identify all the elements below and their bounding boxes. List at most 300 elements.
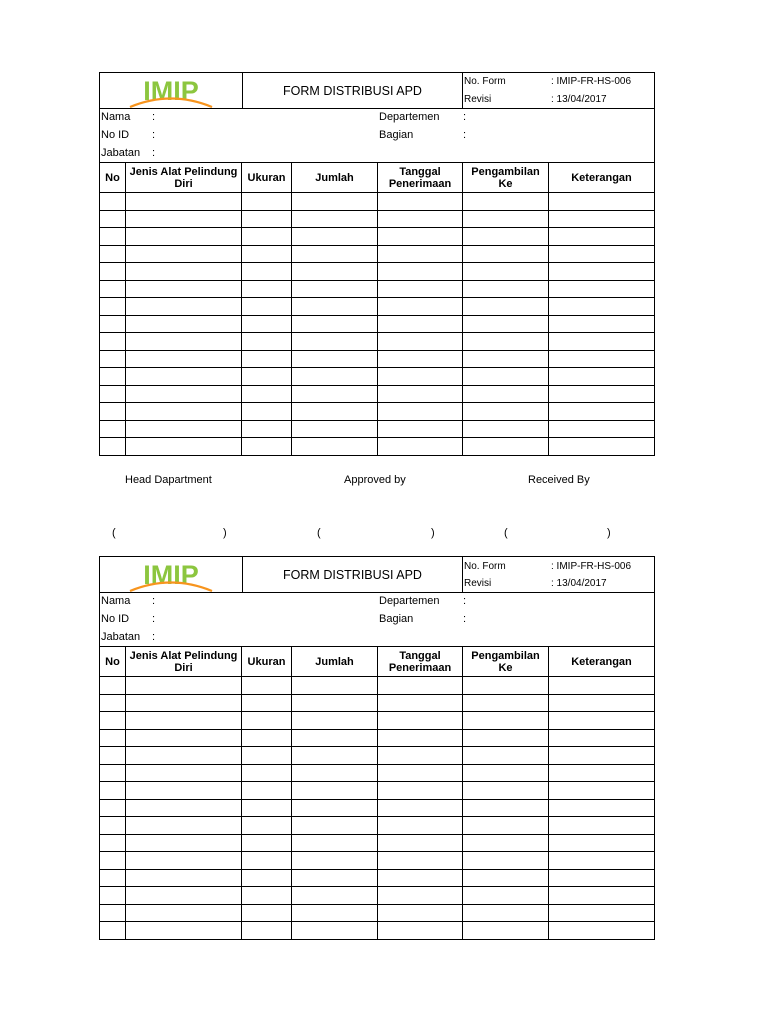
svg-text:IMIP: IMIP bbox=[143, 560, 199, 590]
table-row bbox=[100, 799, 655, 817]
table-cell[interactable] bbox=[292, 333, 378, 351]
table-cell[interactable] bbox=[292, 764, 378, 782]
table-cell[interactable] bbox=[100, 834, 126, 852]
table-cell[interactable] bbox=[100, 817, 126, 835]
col-jenis-apd: Jenis Alat Pelindung Diri bbox=[126, 163, 242, 193]
table-cell[interactable] bbox=[463, 852, 549, 870]
revisi-value: : 13/04/2017 bbox=[551, 577, 607, 589]
table-cell[interactable] bbox=[292, 712, 378, 730]
table-cell[interactable] bbox=[100, 887, 126, 905]
noid-label: No ID bbox=[101, 613, 130, 625]
table-cell[interactable] bbox=[378, 245, 463, 263]
table-cell[interactable] bbox=[463, 729, 549, 747]
table-cell[interactable] bbox=[126, 385, 242, 403]
bagian-label: Bagian bbox=[379, 129, 414, 141]
table-cell[interactable] bbox=[100, 333, 126, 351]
table-cell[interactable] bbox=[126, 764, 242, 782]
table-cell[interactable] bbox=[126, 368, 242, 386]
table-cell[interactable] bbox=[242, 298, 292, 316]
table-row bbox=[100, 193, 655, 211]
table-cell[interactable] bbox=[100, 922, 126, 940]
table-cell[interactable] bbox=[549, 677, 655, 695]
table-cell[interactable] bbox=[378, 817, 463, 835]
table-cell[interactable] bbox=[463, 368, 549, 386]
table-cell[interactable] bbox=[100, 403, 126, 421]
table-cell[interactable] bbox=[463, 834, 549, 852]
table-cell[interactable] bbox=[126, 420, 242, 438]
table-cell[interactable] bbox=[378, 403, 463, 421]
table-row bbox=[100, 245, 655, 263]
col-pengambilan: Pengambilan Ke bbox=[463, 647, 549, 677]
form-title: FORM DISTRIBUSI APD bbox=[243, 557, 463, 593]
table-cell[interactable] bbox=[378, 280, 463, 298]
col-ukuran: Ukuran bbox=[242, 163, 292, 193]
table-cell[interactable] bbox=[549, 245, 655, 263]
table-row bbox=[100, 764, 655, 782]
table-cell[interactable] bbox=[549, 694, 655, 712]
table-cell[interactable] bbox=[378, 904, 463, 922]
table-cell[interactable] bbox=[378, 333, 463, 351]
table-cell[interactable] bbox=[292, 922, 378, 940]
table-row bbox=[100, 747, 655, 765]
table-row bbox=[100, 420, 655, 438]
form-header bbox=[99, 72, 655, 109]
table-row bbox=[100, 869, 655, 887]
table-cell[interactable] bbox=[242, 764, 292, 782]
table-cell[interactable] bbox=[126, 852, 242, 870]
table-cell[interactable] bbox=[292, 315, 378, 333]
table-cell[interactable] bbox=[463, 210, 549, 228]
table-cell[interactable] bbox=[292, 403, 378, 421]
table-cell[interactable] bbox=[292, 782, 378, 800]
table-cell[interactable] bbox=[292, 887, 378, 905]
table-cell[interactable] bbox=[242, 869, 292, 887]
head-department-label: Head Dapartment bbox=[125, 474, 212, 486]
revisi-label: Revisi bbox=[464, 94, 492, 105]
table-cell[interactable] bbox=[549, 228, 655, 246]
apd-table bbox=[99, 162, 655, 456]
nama-colon: : bbox=[152, 595, 156, 607]
table-cell[interactable] bbox=[292, 852, 378, 870]
form-header bbox=[99, 556, 655, 593]
col-pengambilan: Pengambilan Ke bbox=[463, 163, 549, 193]
table-cell[interactable] bbox=[378, 263, 463, 281]
received-by-label: Received By bbox=[528, 474, 590, 486]
bagian-colon: : bbox=[463, 613, 467, 625]
table-cell[interactable] bbox=[100, 245, 126, 263]
table-cell[interactable] bbox=[126, 712, 242, 730]
employee-info bbox=[99, 109, 655, 162]
noid-colon: : bbox=[152, 613, 156, 625]
table-cell[interactable] bbox=[378, 385, 463, 403]
table-cell[interactable] bbox=[378, 350, 463, 368]
table-cell[interactable] bbox=[463, 677, 549, 695]
table-cell[interactable] bbox=[100, 193, 126, 211]
table-cell[interactable] bbox=[292, 298, 378, 316]
table-cell[interactable] bbox=[292, 729, 378, 747]
table-cell[interactable] bbox=[292, 385, 378, 403]
table-cell[interactable] bbox=[242, 712, 292, 730]
table-cell[interactable] bbox=[242, 403, 292, 421]
table-cell[interactable] bbox=[100, 263, 126, 281]
table-cell[interactable] bbox=[100, 677, 126, 695]
table-cell[interactable] bbox=[100, 210, 126, 228]
table-cell[interactable] bbox=[378, 193, 463, 211]
apd-table bbox=[99, 646, 655, 940]
table-cell[interactable] bbox=[378, 799, 463, 817]
table-cell[interactable] bbox=[463, 869, 549, 887]
table-cell[interactable] bbox=[463, 712, 549, 730]
table-cell[interactable] bbox=[549, 887, 655, 905]
imip-logo bbox=[128, 76, 214, 108]
table-cell[interactable] bbox=[463, 298, 549, 316]
received-sign-close: ) bbox=[607, 527, 611, 539]
noid-label: No ID bbox=[101, 129, 130, 141]
table-row bbox=[100, 333, 655, 351]
table-cell[interactable] bbox=[378, 228, 463, 246]
table-cell[interactable] bbox=[126, 904, 242, 922]
table-cell[interactable] bbox=[378, 694, 463, 712]
table-cell[interactable] bbox=[242, 385, 292, 403]
table-cell[interactable] bbox=[126, 834, 242, 852]
departemen-label: Departemen bbox=[379, 595, 440, 607]
table-cell[interactable] bbox=[242, 852, 292, 870]
table-cell[interactable] bbox=[100, 904, 126, 922]
table-cell[interactable] bbox=[242, 263, 292, 281]
revisi-value: : 13/04/2017 bbox=[551, 94, 607, 105]
bagian-colon: : bbox=[463, 129, 467, 141]
table-cell[interactable] bbox=[242, 280, 292, 298]
table-cell[interactable] bbox=[549, 712, 655, 730]
table-cell[interactable] bbox=[242, 228, 292, 246]
table-cell[interactable] bbox=[242, 729, 292, 747]
table-cell[interactable] bbox=[463, 694, 549, 712]
table-row bbox=[100, 280, 655, 298]
table-cell[interactable] bbox=[126, 403, 242, 421]
table-cell[interactable] bbox=[292, 420, 378, 438]
table-cell[interactable] bbox=[378, 677, 463, 695]
table-cell[interactable] bbox=[126, 747, 242, 765]
table-cell[interactable] bbox=[292, 817, 378, 835]
table-cell[interactable] bbox=[292, 280, 378, 298]
table-cell[interactable] bbox=[463, 904, 549, 922]
table-cell[interactable] bbox=[100, 694, 126, 712]
table-cell[interactable] bbox=[292, 210, 378, 228]
imip-logo bbox=[128, 560, 214, 592]
table-cell[interactable] bbox=[463, 403, 549, 421]
table-cell[interactable] bbox=[463, 887, 549, 905]
no-form-value: : IMIP-FR-HS-006 bbox=[551, 560, 632, 572]
table-cell[interactable] bbox=[292, 228, 378, 246]
table-cell[interactable] bbox=[549, 315, 655, 333]
table-row bbox=[100, 677, 655, 695]
apd-form-2 bbox=[99, 556, 655, 940]
nama-colon: : bbox=[152, 111, 156, 123]
table-cell[interactable] bbox=[549, 817, 655, 835]
table-cell[interactable] bbox=[242, 333, 292, 351]
departemen-colon: : bbox=[463, 595, 467, 607]
table-cell[interactable] bbox=[292, 438, 378, 456]
table-cell[interactable] bbox=[549, 368, 655, 386]
table-cell[interactable] bbox=[292, 193, 378, 211]
table-cell[interactable] bbox=[549, 420, 655, 438]
jabatan-colon: : bbox=[152, 147, 156, 159]
col-tanggal: Tanggal Penerimaan bbox=[378, 647, 463, 677]
apd-form-1 bbox=[99, 72, 655, 456]
table-cell[interactable] bbox=[126, 694, 242, 712]
table-cell[interactable] bbox=[242, 694, 292, 712]
table-cell[interactable] bbox=[463, 922, 549, 940]
departemen-colon: : bbox=[463, 111, 467, 123]
table-cell[interactable] bbox=[126, 729, 242, 747]
table-cell[interactable] bbox=[378, 764, 463, 782]
table-cell[interactable] bbox=[292, 263, 378, 281]
table-cell[interactable] bbox=[100, 228, 126, 246]
table-cell[interactable] bbox=[126, 438, 242, 456]
table-cell[interactable] bbox=[242, 315, 292, 333]
table-cell[interactable] bbox=[100, 385, 126, 403]
table-cell[interactable] bbox=[463, 263, 549, 281]
table-cell[interactable] bbox=[549, 193, 655, 211]
table-cell[interactable] bbox=[549, 904, 655, 922]
table-row bbox=[100, 403, 655, 421]
table-cell[interactable] bbox=[100, 747, 126, 765]
table-cell[interactable] bbox=[549, 438, 655, 456]
approved-by-label: Approved by bbox=[344, 474, 406, 486]
table-cell[interactable] bbox=[378, 747, 463, 765]
table-cell[interactable] bbox=[100, 368, 126, 386]
table-cell[interactable] bbox=[463, 280, 549, 298]
table-cell[interactable] bbox=[549, 764, 655, 782]
table-row bbox=[100, 210, 655, 228]
no-form-label: No. Form bbox=[464, 560, 506, 572]
table-cell[interactable] bbox=[549, 350, 655, 368]
table-cell[interactable] bbox=[463, 764, 549, 782]
table-cell[interactable] bbox=[100, 280, 126, 298]
table-cell[interactable] bbox=[126, 869, 242, 887]
table-cell[interactable] bbox=[126, 210, 242, 228]
table-cell[interactable] bbox=[100, 729, 126, 747]
table-cell[interactable] bbox=[242, 420, 292, 438]
table-cell[interactable] bbox=[292, 747, 378, 765]
table-cell[interactable] bbox=[242, 193, 292, 211]
table-cell[interactable] bbox=[463, 799, 549, 817]
table-cell[interactable] bbox=[100, 712, 126, 730]
table-row bbox=[100, 694, 655, 712]
revisi-label: Revisi bbox=[464, 577, 492, 589]
table-row bbox=[100, 852, 655, 870]
table-cell[interactable] bbox=[100, 869, 126, 887]
table-row bbox=[100, 834, 655, 852]
approved-sign-open: ( bbox=[317, 527, 321, 539]
col-no: No bbox=[100, 163, 126, 193]
table-row bbox=[100, 298, 655, 316]
table-cell[interactable] bbox=[242, 817, 292, 835]
svg-text:IMIP: IMIP bbox=[143, 76, 199, 106]
table-cell[interactable] bbox=[463, 385, 549, 403]
col-ukuran: Ukuran bbox=[242, 647, 292, 677]
table-row bbox=[100, 922, 655, 940]
col-jenis-apd: Jenis Alat Pelindung Diri bbox=[126, 647, 242, 677]
table-cell[interactable] bbox=[549, 729, 655, 747]
table-cell[interactable] bbox=[100, 782, 126, 800]
table-cell[interactable] bbox=[378, 298, 463, 316]
table-cell[interactable] bbox=[126, 193, 242, 211]
table-cell[interactable] bbox=[463, 315, 549, 333]
table-cell[interactable] bbox=[549, 852, 655, 870]
noid-colon: : bbox=[152, 129, 156, 141]
bagian-label: Bagian bbox=[379, 613, 414, 625]
table-cell[interactable] bbox=[378, 834, 463, 852]
table-cell[interactable] bbox=[378, 729, 463, 747]
table-cell[interactable] bbox=[100, 298, 126, 316]
table-cell[interactable] bbox=[126, 245, 242, 263]
jabatan-label: Jabatan bbox=[101, 147, 141, 159]
table-cell[interactable] bbox=[126, 280, 242, 298]
table-cell[interactable] bbox=[100, 852, 126, 870]
table-cell[interactable] bbox=[292, 694, 378, 712]
table-cell[interactable] bbox=[549, 747, 655, 765]
table-row bbox=[100, 263, 655, 281]
table-cell[interactable] bbox=[100, 420, 126, 438]
table-cell[interactable] bbox=[549, 403, 655, 421]
no-form-value: : IMIP-FR-HS-006 bbox=[551, 76, 632, 87]
table-row bbox=[100, 228, 655, 246]
table-row bbox=[100, 887, 655, 905]
table-cell[interactable] bbox=[378, 869, 463, 887]
table-cell[interactable] bbox=[549, 834, 655, 852]
table-cell[interactable] bbox=[126, 817, 242, 835]
table-cell[interactable] bbox=[549, 333, 655, 351]
table-cell[interactable] bbox=[463, 350, 549, 368]
table-row bbox=[100, 782, 655, 800]
table-cell[interactable] bbox=[549, 298, 655, 316]
table-cell[interactable] bbox=[378, 438, 463, 456]
table-cell[interactable] bbox=[126, 922, 242, 940]
table-cell[interactable] bbox=[126, 677, 242, 695]
table-cell[interactable] bbox=[126, 315, 242, 333]
col-jumlah: Jumlah bbox=[292, 163, 378, 193]
table-row bbox=[100, 385, 655, 403]
table-cell[interactable] bbox=[463, 245, 549, 263]
table-cell[interactable] bbox=[378, 315, 463, 333]
table-cell[interactable] bbox=[463, 747, 549, 765]
table-cell[interactable] bbox=[126, 263, 242, 281]
table-cell[interactable] bbox=[126, 782, 242, 800]
logo-cell bbox=[100, 73, 243, 109]
table-cell[interactable] bbox=[242, 904, 292, 922]
nama-label: Nama bbox=[101, 595, 131, 607]
table-cell[interactable] bbox=[100, 350, 126, 368]
col-no: No bbox=[100, 647, 126, 677]
table-cell[interactable] bbox=[242, 834, 292, 852]
table-cell[interactable] bbox=[100, 799, 126, 817]
table-cell[interactable] bbox=[378, 782, 463, 800]
jabatan-colon: : bbox=[152, 631, 156, 643]
table-row bbox=[100, 904, 655, 922]
table-cell[interactable] bbox=[549, 385, 655, 403]
table-cell[interactable] bbox=[463, 782, 549, 800]
table-cell[interactable] bbox=[100, 764, 126, 782]
table-cell[interactable] bbox=[549, 263, 655, 281]
table-cell[interactable] bbox=[549, 210, 655, 228]
table-cell[interactable] bbox=[242, 368, 292, 386]
table-cell[interactable] bbox=[242, 350, 292, 368]
table-cell[interactable] bbox=[292, 350, 378, 368]
table-cell[interactable] bbox=[378, 922, 463, 940]
table-cell[interactable] bbox=[463, 193, 549, 211]
table-cell[interactable] bbox=[100, 315, 126, 333]
table-cell[interactable] bbox=[242, 782, 292, 800]
form-meta bbox=[463, 557, 655, 593]
table-cell[interactable] bbox=[126, 333, 242, 351]
received-sign-open: ( bbox=[504, 527, 508, 539]
col-tanggal: Tanggal Penerimaan bbox=[378, 163, 463, 193]
table-cell[interactable] bbox=[549, 869, 655, 887]
table-cell[interactable] bbox=[292, 799, 378, 817]
no-form-label: No. Form bbox=[464, 76, 506, 87]
employee-info bbox=[99, 593, 655, 646]
table-cell[interactable] bbox=[292, 677, 378, 695]
logo-cell bbox=[100, 557, 243, 593]
table-cell[interactable] bbox=[242, 799, 292, 817]
table-cell[interactable] bbox=[549, 782, 655, 800]
table-cell[interactable] bbox=[378, 887, 463, 905]
table-cell[interactable] bbox=[126, 887, 242, 905]
table-cell[interactable] bbox=[242, 677, 292, 695]
table-cell[interactable] bbox=[378, 712, 463, 730]
table-cell[interactable] bbox=[126, 350, 242, 368]
table-cell[interactable] bbox=[378, 210, 463, 228]
table-row bbox=[100, 712, 655, 730]
table-row bbox=[100, 817, 655, 835]
table-cell[interactable] bbox=[463, 817, 549, 835]
table-cell[interactable] bbox=[242, 887, 292, 905]
table-cell[interactable] bbox=[242, 245, 292, 263]
table-cell[interactable] bbox=[242, 438, 292, 456]
table-cell[interactable] bbox=[126, 298, 242, 316]
table-cell[interactable] bbox=[378, 420, 463, 438]
table-cell[interactable] bbox=[292, 869, 378, 887]
table-cell[interactable] bbox=[549, 799, 655, 817]
table-cell[interactable] bbox=[242, 210, 292, 228]
table-cell[interactable] bbox=[126, 228, 242, 246]
table-cell[interactable] bbox=[292, 368, 378, 386]
table-cell[interactable] bbox=[378, 852, 463, 870]
col-keterangan: Keterangan bbox=[549, 647, 655, 677]
nama-label: Nama bbox=[101, 111, 131, 123]
table-cell[interactable] bbox=[463, 333, 549, 351]
table-cell[interactable] bbox=[463, 438, 549, 456]
table-cell[interactable] bbox=[292, 904, 378, 922]
table-cell[interactable] bbox=[378, 368, 463, 386]
table-cell[interactable] bbox=[292, 245, 378, 263]
table-row bbox=[100, 315, 655, 333]
table-cell[interactable] bbox=[549, 922, 655, 940]
departemen-label: Departemen bbox=[379, 111, 440, 123]
table-cell[interactable] bbox=[126, 799, 242, 817]
table-cell[interactable] bbox=[100, 438, 126, 456]
table-cell[interactable] bbox=[292, 834, 378, 852]
col-keterangan: Keterangan bbox=[549, 163, 655, 193]
col-jumlah: Jumlah bbox=[292, 647, 378, 677]
table-cell[interactable] bbox=[549, 280, 655, 298]
table-cell[interactable] bbox=[463, 420, 549, 438]
table-cell[interactable] bbox=[242, 747, 292, 765]
table-cell[interactable] bbox=[463, 228, 549, 246]
table-cell[interactable] bbox=[242, 922, 292, 940]
jabatan-label: Jabatan bbox=[101, 631, 141, 643]
